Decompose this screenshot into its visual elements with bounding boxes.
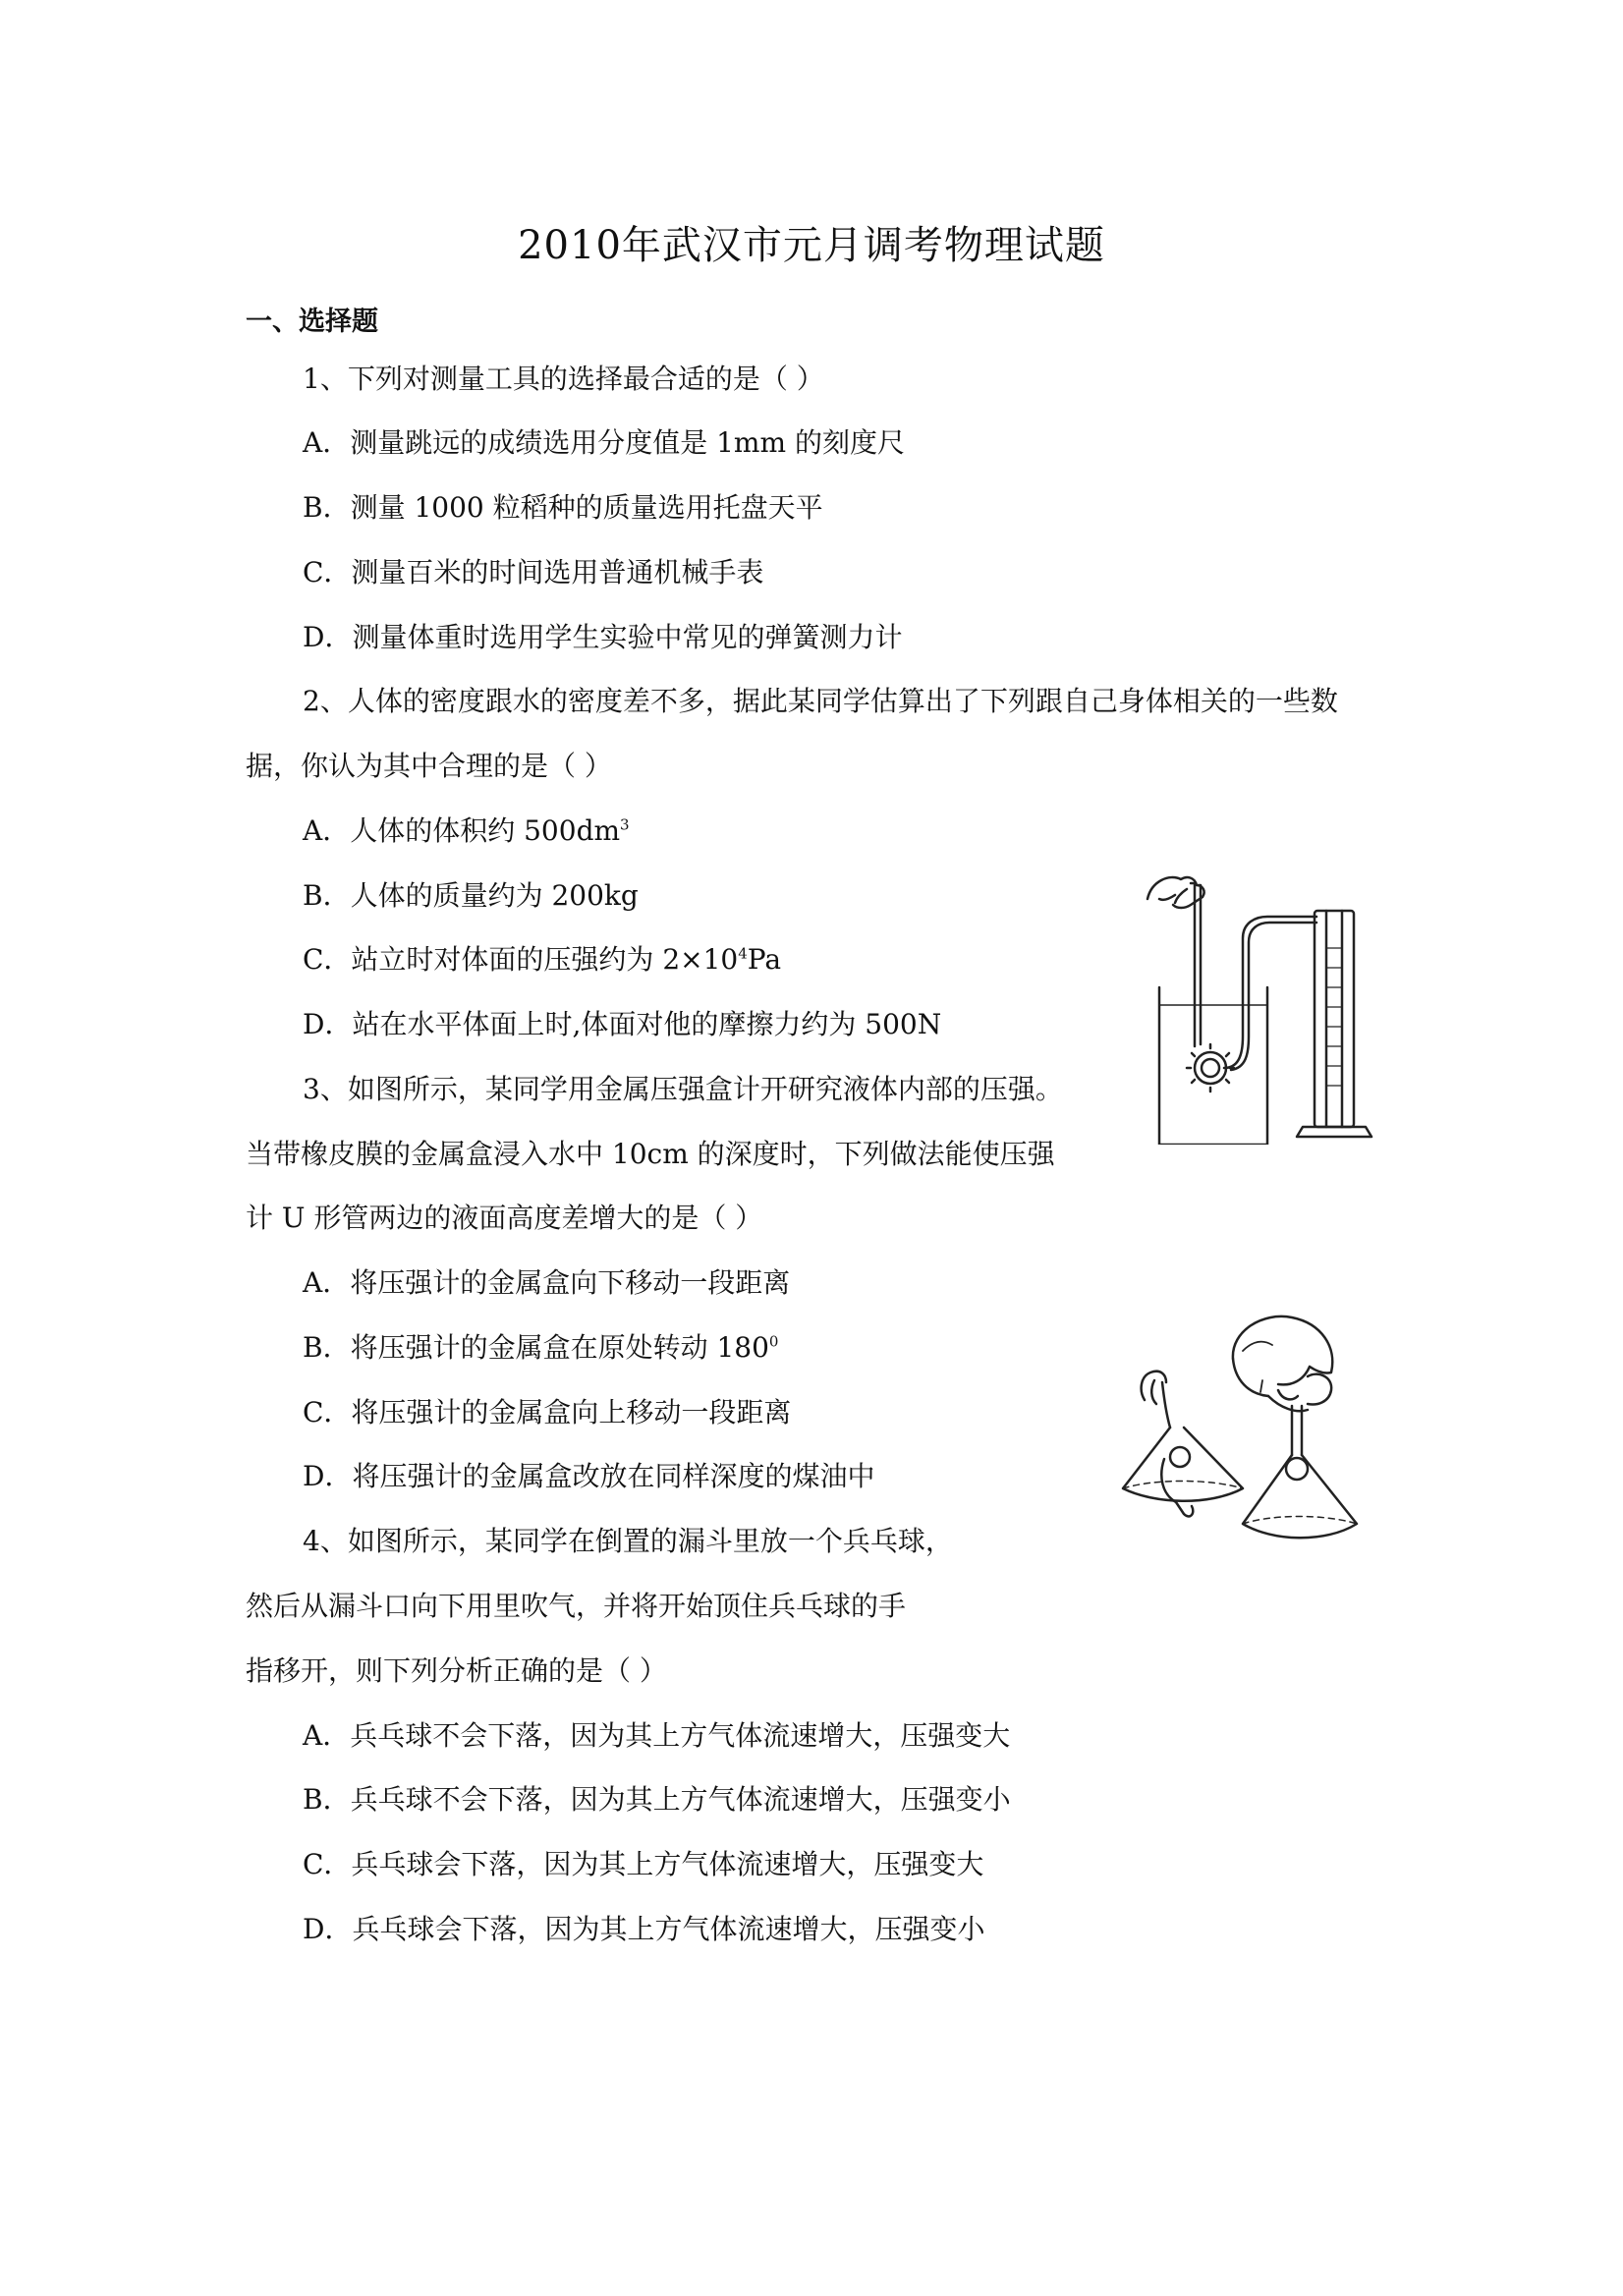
q4-stem-line1: 4、如图所示，某同学在倒置的漏斗里放一个兵乓球，: [303, 1525, 953, 1557]
pressure-gauge-figure: [1130, 860, 1395, 1145]
q4-option-a: A．兵乓球不会下落，因为其上方气体流速增大，压强变大: [303, 1719, 1011, 1752]
section-heading: 一、选择题: [246, 307, 378, 337]
q4-option-b: B．兵乓球不会下落，因为其上方气体流速增大，压强变小: [303, 1783, 1011, 1816]
q3-option-b: [303, 1328, 778, 1368]
q2-option-c: [303, 940, 781, 980]
q4-stem-line3: 指移开，则下列分析正确的是（ ）: [246, 1654, 667, 1687]
page-title: 2010年武汉市元月调考物理试题: [518, 223, 1105, 268]
q1-option-a: A．测量跳远的成绩选用分度值是 1mm 的刻度尺: [303, 426, 905, 459]
q3-option-d: D．将压强计的金属盒改放在同样深度的煤油中: [303, 1460, 875, 1492]
q2-option-d: D．站在水平体面上时,体面对他的摩擦力约为 500N: [303, 1008, 942, 1040]
q3-option-b-degree: 0: [768, 1332, 779, 1351]
funnel-pingpong-figure: [1115, 1312, 1420, 1557]
q2-option-a: [303, 812, 630, 851]
q1-option-d: D．测量体重时选用学生实验中常见的弹簧测力计: [303, 621, 903, 653]
q3-stem-line3: 计 U 形管两边的液面高度差增大的是（ ）: [246, 1202, 763, 1234]
q2-option-c-text: C．站立时对体面的压强约为 2×10: [303, 943, 739, 976]
q2-option-b: B．人体的质量约为 200kg: [303, 879, 639, 912]
q3-option-b-text: B．将压强计的金属盒在原处转动 180: [303, 1331, 769, 1364]
q2-stem-line2: 据，你认为其中合理的是（ ）: [246, 750, 612, 782]
q3-stem-line1: 3、如图所示，某同学用金属压强盒计开研究液体内部的压强。: [303, 1073, 1063, 1105]
q1-option-b: B．测量 1000 粒稻种的质量选用托盘天平: [303, 491, 823, 524]
q2-option-a-text: A．人体的体积约 500dm: [303, 814, 621, 847]
q2-stem-line1: 2、人体的密度跟水的密度差不多，据此某同学估算出了下列跟自己身体相关的一些数: [303, 685, 1338, 717]
q1-stem: 1、下列对测量工具的选择最合适的是（ ）: [303, 363, 824, 395]
q3-option-a: A．将压强计的金属盒向下移动一段距离: [303, 1266, 791, 1299]
q3-stem-line2: 当带橡皮膜的金属盒浸入水中 10cm 的深度时，下列做法能使压强: [246, 1138, 1055, 1170]
q4-stem-line2: 然后从漏斗口向下用里吹气，并将开始顶住兵乓球的手: [246, 1590, 907, 1622]
q2-option-c-exponent: 4: [738, 944, 748, 963]
q4-option-c: C．兵乓球会下落，因为其上方气体流速增大，压强变大: [303, 1848, 984, 1880]
q2-option-c-unit: Pa: [747, 943, 782, 976]
q3-option-c: C．将压强计的金属盒向上移动一段距离: [303, 1396, 792, 1428]
q1-option-c: C．测量百米的时间选用普通机械手表: [303, 556, 764, 588]
q2-option-a-exponent: 3: [620, 815, 630, 834]
q4-option-d: D．兵乓球会下落，因为其上方气体流速增大，压强变小: [303, 1913, 985, 1945]
